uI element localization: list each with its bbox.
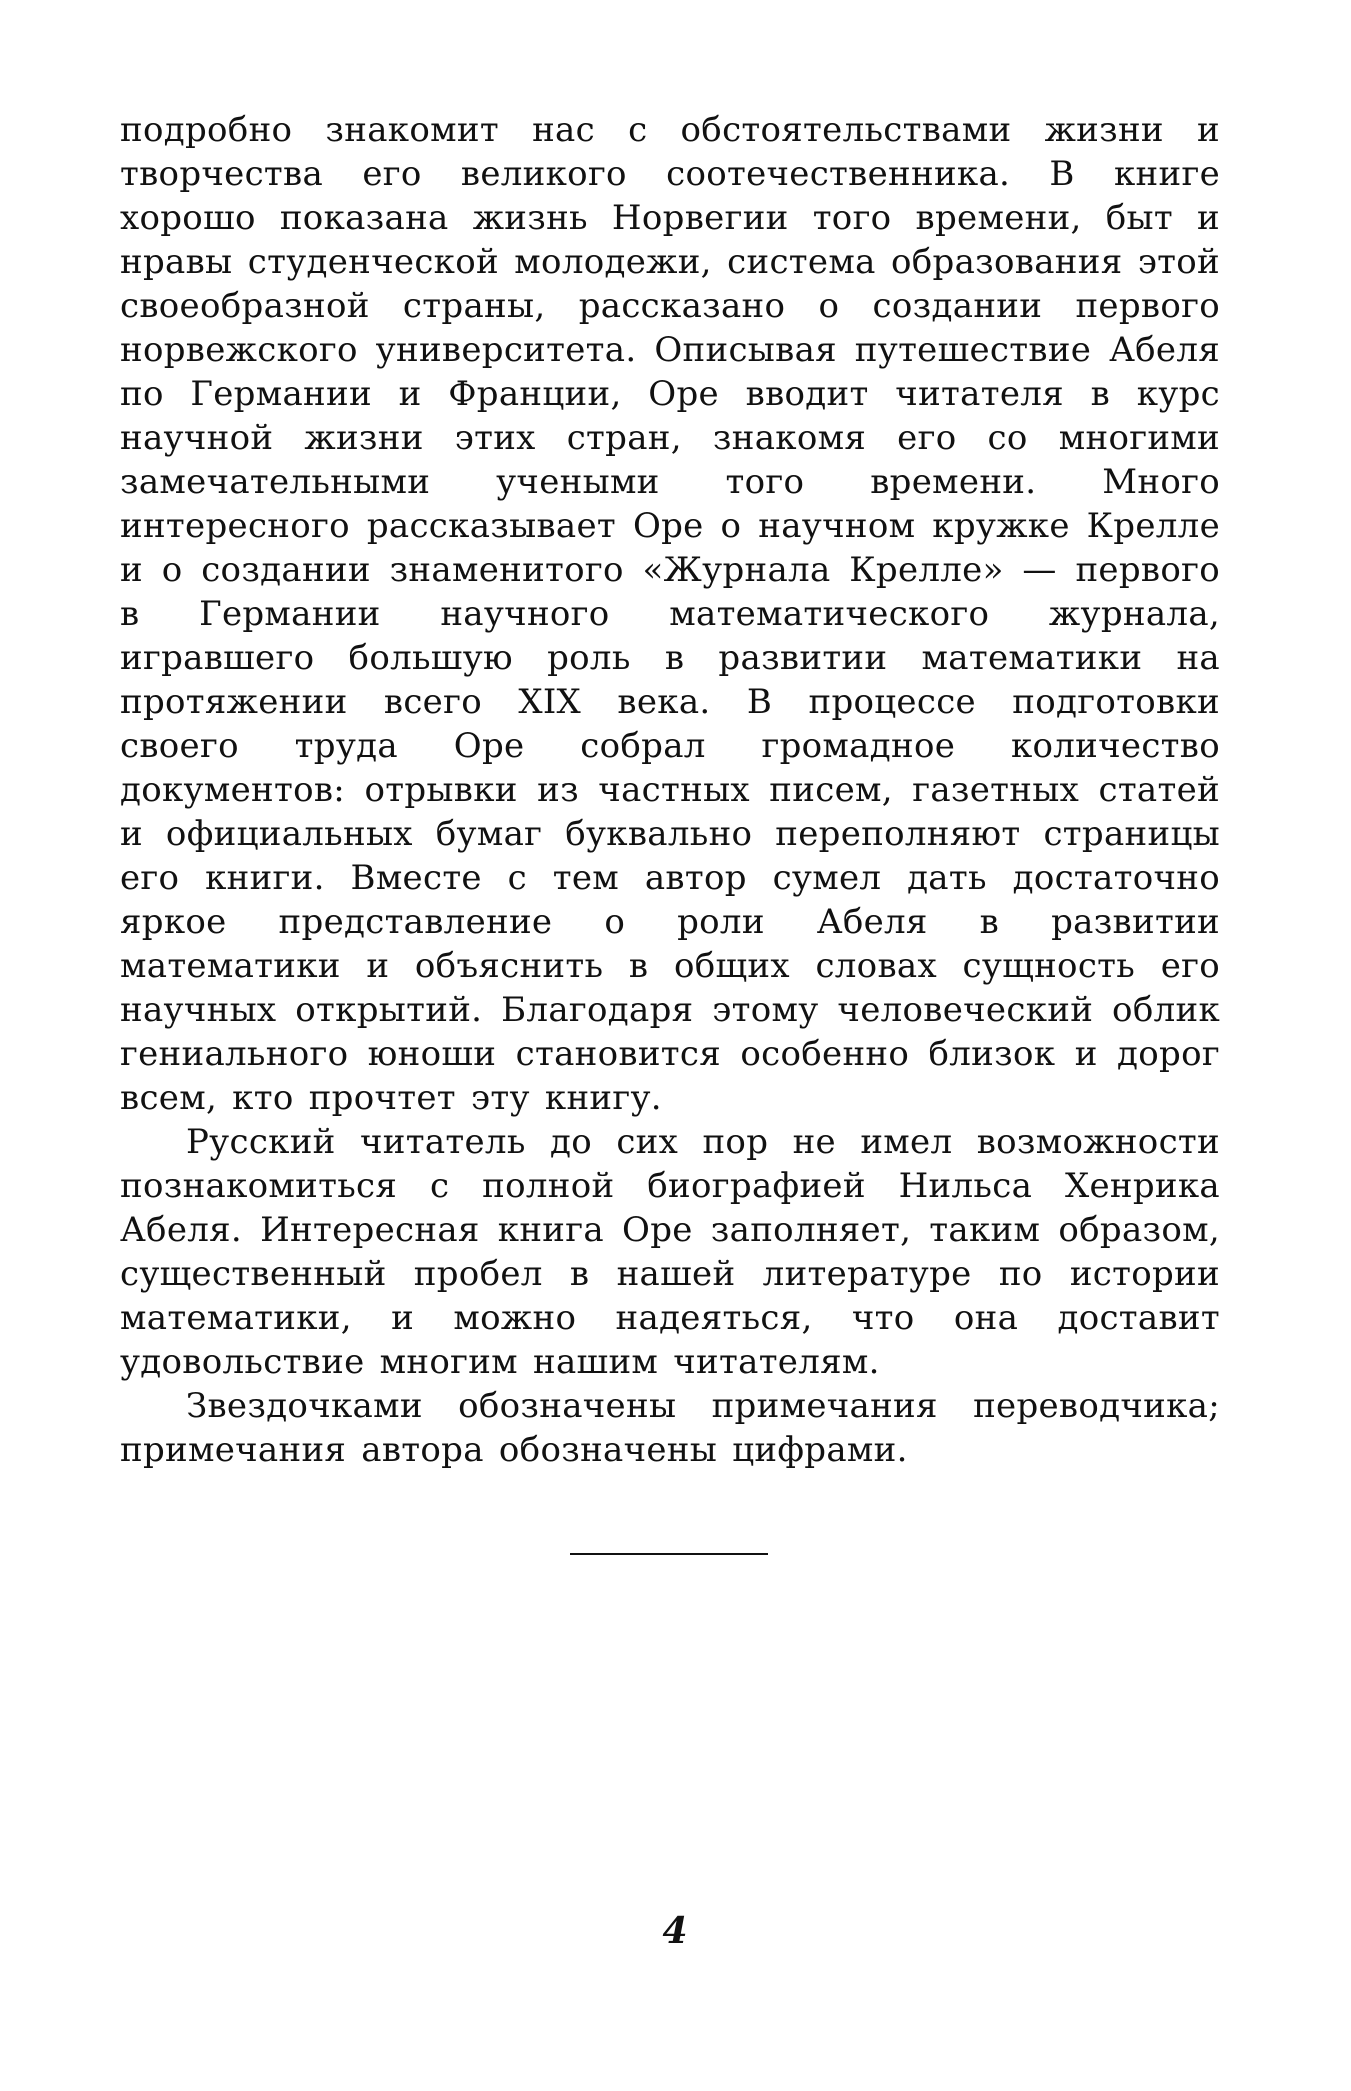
- paragraph-continuation: подробно знакомит нас с обстоятельствами жизни и творчества его великого соотечественника. В книге хорошо показана жизнь Норвегии того времени, быт и нравы студенческой молодежи, система образования этой своеобразной страны, рассказано о создании первого норвежского университета. Описывая путешествие Абеля по Германии и Франции, Оре вводит читателя в курс научной жизни этих стран, знакомя его со многими замечательными учеными того времени. Много интересного рассказывает Оре о научном кружке Крелле и о создании знаменитого «Журнала Крелле» — первого в Германии научного математического журнала, игравшего большую роль в развитии математики на протяжении всего XIX века. В процессе подготовки своего труда Оре собрал громадное количество документов: отрывки из частных писем, газетных статей и официальных бумаг буквально переполняют страницы его книги. Вместе с тем автор сумел дать достаточно яркое представление о роли Абеля в развитии математики и объяснить в общих словах сущность его научных открытий. Благодаря этому человеческий облик гениального юноши становится особенно близок и дорог всем, кто прочтет эту книгу.: [120, 110, 1220, 1118]
- body-text: [120, 108, 1220, 1472]
- page-number: 4: [662, 1910, 688, 1952]
- paragraph-russian-reader: Русский читатель до сих пор не имел возможности познакомиться с полной биографией Нильса Хенрика Абеля. Интересная книга Оре заполняет, таким образом, существенный пробел в нашей литературе по истории математики, и можно надеяться, что она доставит удовольствие многим нашим читателям.: [120, 1122, 1220, 1382]
- section-divider: [570, 1553, 768, 1555]
- paragraph-footnote-note: Звездочками обозначены примечания переводчика; примечания автора обозначены цифрами.: [120, 1386, 1220, 1470]
